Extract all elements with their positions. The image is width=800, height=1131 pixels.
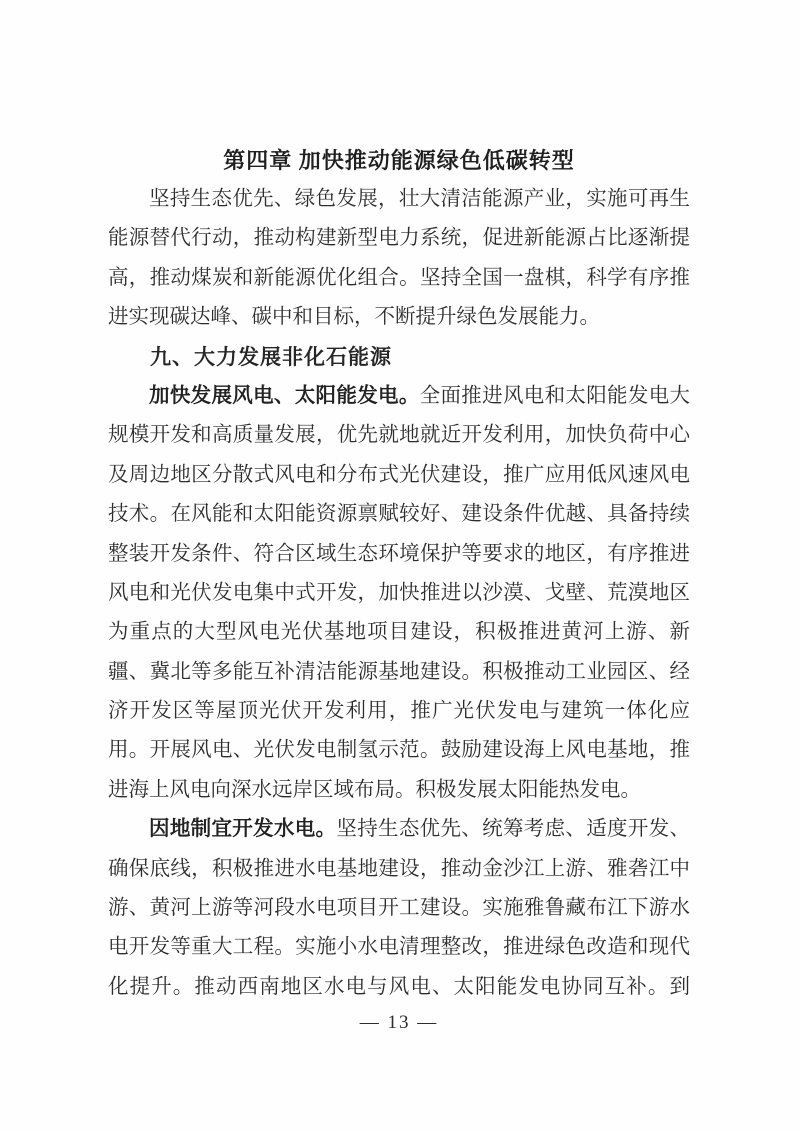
page-number: — 13 — (359, 1012, 439, 1034)
text-line: 及周边地区分散式风电和分布式光伏建设，推广应用低风速风电 (108, 463, 690, 486)
text-line: 济开发区等屋顶光伏开发利用，推广光伏发电与建筑一体化应 (108, 700, 690, 723)
text-line: 疆、冀北等多能互补清洁能源基地建设。积极推动工业园区、经 (108, 660, 690, 683)
text-line: 风电和光伏发电集中式开发，加快推进以沙漠、戈壁、荒漠地区 (108, 581, 690, 604)
paragraph (108, 377, 690, 810)
text-line: 加快发展风电、太阳能发电。全面推进风电和太阳能发电大 (149, 384, 691, 407)
document-body (108, 180, 690, 1007)
text-line: 整装开发条件、符合区域生态环境保护等要求的地区，有序推进 (108, 542, 690, 565)
text-line: 进海上风电向深水远岸区域布局。积极发展太阳能热发电。 (108, 778, 641, 801)
text-line: 确保底线，积极推进水电基地建设，推动金沙江上游、雅砻江中 (108, 857, 690, 880)
text-line: 游、黄河上游等河段水电项目开工建设。实施雅鲁藏布江下游水 (108, 897, 690, 920)
text-line: 化提升。推动西南地区水电与风电、太阳能发电协同互补。到 (108, 975, 690, 998)
text-line: 为重点的大型风电光伏基地项目建设，积极推进黄河上游、新 (108, 621, 690, 644)
text-line: 进实现碳达峰、碳中和目标，不断提升绿色发展能力。 (108, 306, 600, 329)
chapter-title: 第四章 加快推动能源绿色低碳转型 (223, 148, 575, 173)
text-line: 用。开展风电、光伏发电制氢示范。鼓励建设海上风电基地，推 (108, 739, 690, 762)
text-line: 因地制宜开发水电。坚持生态优先、统筹考虑、适度开发、 (149, 818, 691, 841)
text-line: 高，推动煤炭和新能源优化组合。坚持全国一盘棋，科学有序推 (108, 266, 690, 289)
paragraph (108, 810, 690, 1007)
text-line: 规模开发和高质量发展，优先就地就近开发利用，加快负荷中心 (108, 424, 690, 447)
section-heading: 九、大力发展非化石能源 (150, 345, 392, 369)
text-line: 能源替代行动，推动构建新型电力系统，促进新能源占比逐渐提 (108, 227, 690, 250)
paragraph (108, 180, 690, 338)
text-line: 电开发等重大工程。实施小水电清理整改，推进绿色改造和现代 (108, 936, 690, 959)
bold-lead-sentence: 加快发展风电、太阳能发电。 (149, 384, 420, 407)
text-line: 坚持生态优先、绿色发展，壮大清洁能源产业，实施可再生 (149, 188, 690, 210)
bold-lead-sentence: 因地制宜开发水电。 (149, 818, 337, 841)
text-line: 技术。在风能和太阳能资源禀赋较好、建设条件优越、具备持续 (108, 503, 690, 526)
